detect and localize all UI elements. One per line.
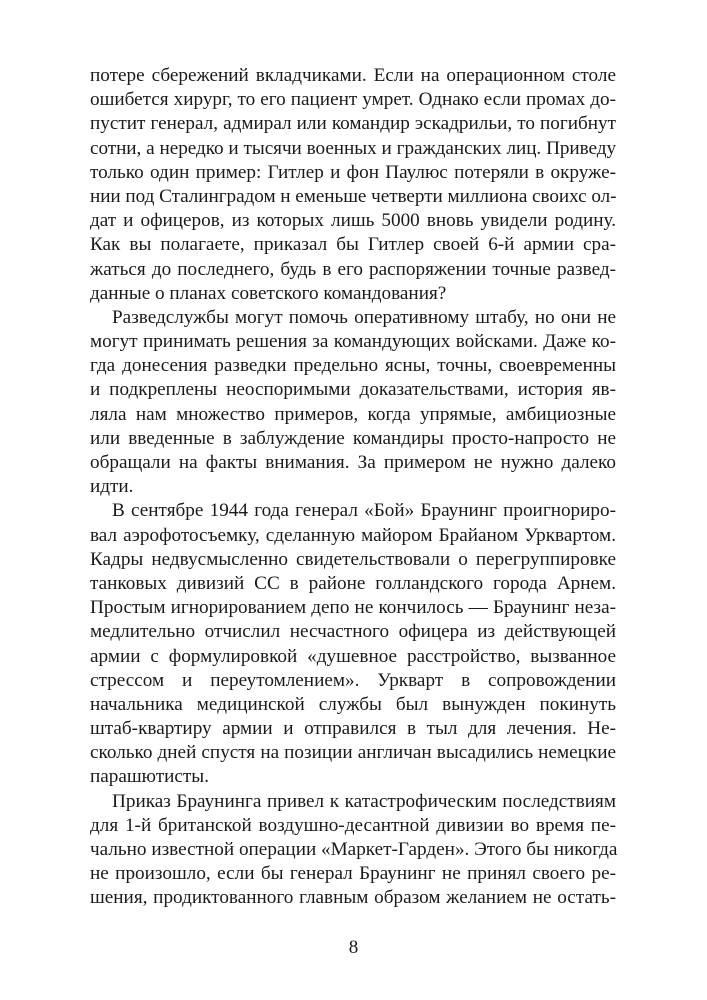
text-line: Приказ Браунинга привел к катастрофическим последствиям — [112, 790, 616, 812]
text-line: сотни, а нередко и тысячи военных и гражданских лиц. Приведу — [90, 137, 616, 159]
text-line: парашютисты. — [90, 766, 209, 788]
text-line: чально известной операции «Маркет-Гарден». Этого бы никогда — [90, 839, 618, 860]
text-line: В сентябре 1944 года генерал «Бой» Браунинг проигнориро- — [112, 500, 616, 522]
text-line: могут принимать решения за командующих войсками. Даже ко- — [90, 331, 616, 353]
text-line: нии под Сталинградом н еменьше четверти миллиона своихс ол- — [90, 185, 617, 207]
paragraph — [90, 499, 616, 789]
paragraph — [90, 64, 616, 306]
text-line: Как вы полагаете, приказал бы Гитлер своей 6-й армии сра- — [90, 234, 616, 256]
text-line: Кадры недвусмысленно свидетельствовали о перегруппировке — [90, 548, 616, 570]
text-line: медлительно отчислил несчастного офицера из действующей — [90, 621, 616, 643]
text-line: Разведслужбы могут помочь оперативному штабу, но они не — [112, 306, 616, 328]
paragraph — [90, 790, 616, 911]
text-line: не произошло, если бы генерал Браунинг не принял своего ре- — [90, 863, 616, 885]
text-line: армии с формулировкой «душевное расстройство, вызванное — [90, 645, 616, 667]
paragraph — [90, 306, 616, 500]
text-line: ляла нам множество примеров, когда упрямые, амбициозные — [90, 403, 616, 425]
text-line: вал аэрофотосъемку, сделанную майором Брайаном Урквартом. — [90, 524, 616, 546]
text-line: стрессом и переутомлением». Уркварт в сопровождении — [90, 669, 616, 691]
text-line: гда донесения разведки предельно ясны, точны, своевременны — [90, 355, 616, 377]
text-line: ошибется хирург, то его пациент умрет. Однако если промах до- — [90, 89, 616, 111]
text-line: сколько дней спустя на позиции англичан высадились немецкие — [90, 742, 616, 764]
text-line: Простым игнорированием депо не кончилось — Браунинг неза- — [90, 597, 616, 619]
text-line: дат и офицеров, из которых лишь 5000 вновь увидели родину. — [90, 210, 616, 232]
text-line: жаться до последнего, будь в его распоряжении точные развед- — [90, 258, 616, 280]
text-line: пустит генерал, адмирал или командир эскадрильи, то погибнут — [90, 113, 616, 135]
text-line: начальника медицинской службы был вынужден покинуть — [90, 693, 616, 715]
page-number: 8 — [348, 937, 359, 958]
text-line: шения, продиктованного главным образом желанием не остать- — [90, 887, 616, 909]
page-body-text — [90, 64, 616, 911]
text-line: танковых дивизий СС в районе голландского города Арнем. — [90, 572, 616, 594]
text-line: идти. — [90, 476, 134, 498]
text-line: штаб-квартиру армии и отправился в тыл для лечения. Не- — [90, 718, 616, 740]
text-line: для 1-й британской воздушно-десантной дивизии во время пе- — [90, 814, 616, 836]
text-line: только один пример: Гитлер и фон Паулюс потеряли в окруже- — [90, 161, 616, 183]
text-line: потере сбережений вкладчиками. Если на операционном столе — [90, 65, 616, 86]
text-line: или введенные в заблуждение командиры просто-напросто не — [90, 427, 616, 449]
text-line: обращали на факты внимания. За примером не нужно далеко — [90, 452, 616, 473]
text-line: и подкреплены неоспоримыми доказательствами, история яв- — [90, 379, 616, 401]
text-line: данные о планах советского командования? — [90, 282, 447, 304]
